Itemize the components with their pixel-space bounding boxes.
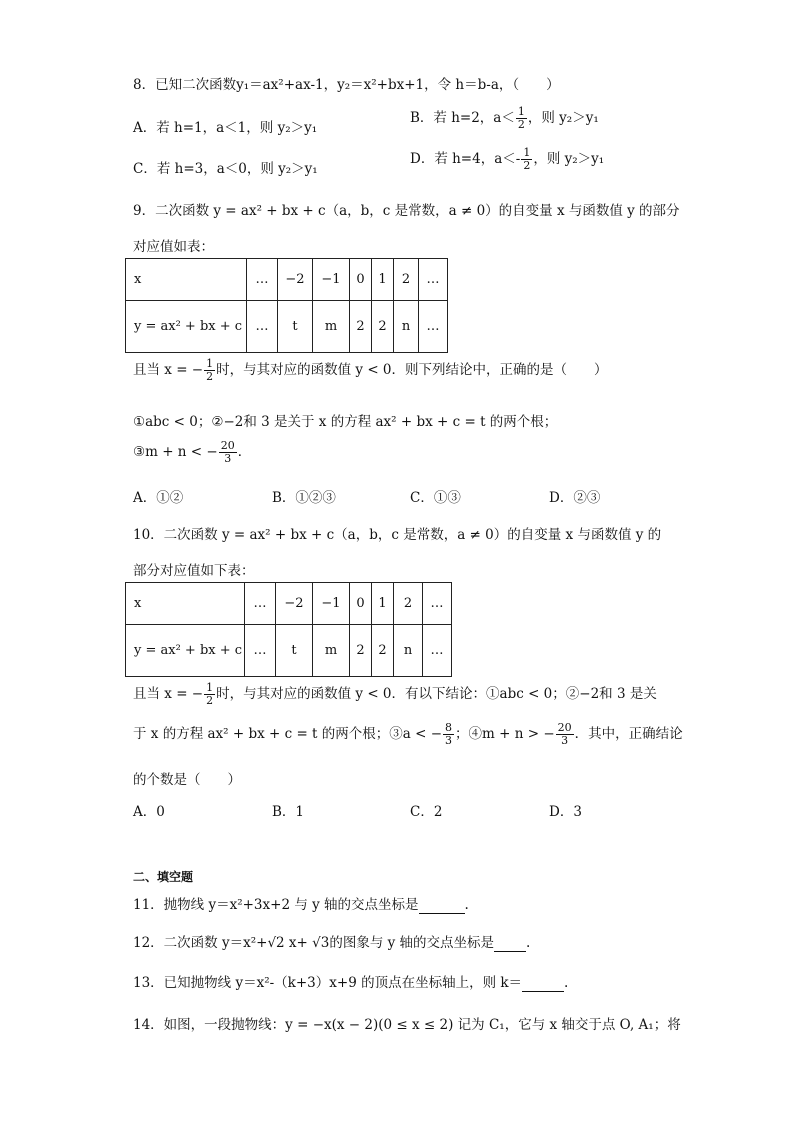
table-cell: y = ax² + bx + c <box>126 625 245 677</box>
q12-answer-blank[interactable] <box>494 935 526 952</box>
q9-statement-3 <box>133 440 251 465</box>
q13-end: . <box>564 975 569 991</box>
q9-cond-post: 时，与其对应的函数值 y < 0．则下列结论中，正确的是（ ） <box>216 362 608 378</box>
table-cell: m <box>313 301 350 353</box>
table-cell: y = ax² + bx + c <box>126 301 247 353</box>
q9-cond-pre: 且当 x = − <box>133 362 204 378</box>
table-cell: −2 <box>276 583 313 625</box>
q10-l2-pre: 于 x 的方程 ax² + bx + c = t 的两个根；③a < − <box>133 726 443 742</box>
table-row-y <box>126 625 452 677</box>
frac-den: 3 <box>561 734 569 747</box>
q11-answer-blank[interactable] <box>419 897 465 914</box>
q10-conclusions <box>133 722 683 747</box>
frac-den: 2 <box>206 694 214 707</box>
frac-den: 3 <box>445 734 453 747</box>
q8-option-d <box>410 147 604 172</box>
q10-option-d: D．3 <box>549 804 582 820</box>
q8-d-frac <box>521 147 532 172</box>
q13-answer-blank[interactable] <box>522 975 564 992</box>
table-cell: −1 <box>313 583 350 625</box>
frac-den: 3 <box>224 452 232 465</box>
q9-option-d: D．②③ <box>549 490 601 506</box>
q10-l2-post: ．其中，正确结论 <box>574 726 683 742</box>
q9-s3-frac <box>219 440 237 465</box>
frac-num: 20 <box>220 439 235 452</box>
q10-frac-20-3 <box>556 722 574 747</box>
q8-option-b <box>410 106 599 131</box>
q8-b-post: ，则 y₂＞y₁ <box>527 110 599 126</box>
q9-statements-12: ①abc < 0；②−2和 3 是关于 x 的方程 ax² + bx + c = t 的两个根； <box>133 414 558 430</box>
frac-num: 1 <box>517 105 525 118</box>
q8-d-pre: D．若 h=4，a＜- <box>410 151 521 167</box>
q8-func: y₁＝ax²+ax-1，y₂＝x²+bx+1，令 h＝b-a，（ ） <box>236 77 560 93</box>
table-cell: 2 <box>372 625 394 677</box>
q8-b-pre: B．若 h=2，a＜ <box>410 110 515 126</box>
q9-option-a: A．①② <box>133 490 184 506</box>
frac-num: 8 <box>445 721 453 734</box>
q13 <box>133 971 568 992</box>
q9-s3-pre: ③m + n < − <box>133 444 218 460</box>
table-cell: n <box>394 625 423 677</box>
q9-line1: 9．二次函数 y = ax² + bx + c（a，b，c 是常数，a ≠ 0）的自变量 x 与函数值 y 的部分 <box>133 203 680 219</box>
q10-l2-mid: ；④m + n > − <box>455 726 555 742</box>
q13-text: 13．已知抛物线 y＝x²-（k+3）x+9 的顶点在坐标轴上，则 k＝ <box>133 975 523 991</box>
q12-post: 的图象与 y 轴的交点坐标是 <box>329 935 495 951</box>
q10-cond-frac <box>204 682 215 707</box>
q10-condition <box>133 682 657 707</box>
table-cell: … <box>419 259 448 301</box>
q10-cond-post: 时，与其对应的函数值 y < 0．有以下结论：①abc < 0；②−2和 3 是关 <box>216 686 657 702</box>
table-cell: 2 <box>372 301 394 353</box>
q11-text: 11．抛物线 y＝x²+3x+2 与 y 轴的交点坐标是 <box>133 897 419 913</box>
table-row-x <box>126 259 448 301</box>
q12 <box>133 931 530 952</box>
q11-end: . <box>464 897 469 913</box>
frac-den: 2 <box>523 159 531 172</box>
frac-den: 2 <box>517 118 525 131</box>
table-row-y <box>126 301 448 353</box>
q12-pre: 12．二次函数 y＝x²+ <box>133 935 268 951</box>
frac-num: 1 <box>523 146 531 159</box>
q12-end: . <box>526 935 531 951</box>
q10-frac-8-3 <box>443 722 454 747</box>
table-cell: 2 <box>350 625 372 677</box>
q8-d-post: ，则 y₂＞y₁ <box>533 151 605 167</box>
table-cell: 2 <box>394 259 419 301</box>
table-cell: −1 <box>313 259 350 301</box>
table-cell: … <box>245 583 276 625</box>
q12-radicals: √2 x+ √3 <box>267 935 330 951</box>
frac-num: 20 <box>557 721 572 734</box>
q10-option-b: B．1 <box>272 804 305 820</box>
table-cell: t <box>276 625 313 677</box>
q8-stem <box>133 73 560 93</box>
q8-b-frac <box>516 106 527 131</box>
q10-line1: 10．二次函数 y = ax² + bx + c（a，b，c 是常数，a ≠ 0）的自变量 x 与函数值 y 的 <box>133 527 662 543</box>
table-cell: 1 <box>372 583 394 625</box>
section-heading-fill-blank: 二、填空题 <box>133 870 194 884</box>
table-cell: … <box>247 259 278 301</box>
q10-line3: 的个数是（ ） <box>133 772 241 788</box>
q8-option-a: A．若 h=1，a＜1，则 y₂＞y₁ <box>133 120 318 136</box>
table-cell: 2 <box>350 301 372 353</box>
frac-den: 2 <box>206 370 214 383</box>
q9-option-c: C．①③ <box>410 490 461 506</box>
q10-value-table <box>125 582 452 677</box>
q9-option-b: B．①②③ <box>272 490 336 506</box>
frac-num: 1 <box>206 357 214 370</box>
table-cell: 0 <box>350 259 372 301</box>
q9-s3-post: ． <box>237 444 252 460</box>
q9-value-table <box>125 258 448 353</box>
table-cell: m <box>313 625 350 677</box>
table-cell: t <box>278 301 313 353</box>
table-cell: … <box>247 301 278 353</box>
q9-cond-frac <box>204 358 215 383</box>
table-cell: 1 <box>372 259 394 301</box>
table-cell: 0 <box>350 583 372 625</box>
table-cell: x <box>126 583 245 625</box>
q14: 14．如图，一段抛物线：y = −x(x − 2)(0 ≤ x ≤ 2) 记为 C₁，它与 x 轴交于点 O, A₁；将 <box>133 1017 681 1033</box>
table-cell: n <box>394 301 419 353</box>
table-cell: … <box>423 625 452 677</box>
q10-line2: 部分对应值如下表： <box>133 563 255 579</box>
table-cell: −2 <box>278 259 313 301</box>
table-cell: … <box>423 583 452 625</box>
table-cell: x <box>126 259 247 301</box>
q9-condition <box>133 358 608 383</box>
q8-option-c: C．若 h=3，a＜0，则 y₂＞y₁ <box>133 161 318 177</box>
q10-option-a: A．0 <box>133 804 165 820</box>
q8-stem-text: 8．已知二次函数 <box>133 77 237 93</box>
q9-line2: 对应值如表： <box>133 239 214 255</box>
table-cell: 2 <box>394 583 423 625</box>
frac-num: 1 <box>206 681 214 694</box>
q10-option-c: C．2 <box>410 804 443 820</box>
table-cell: … <box>245 625 276 677</box>
q11 <box>133 893 469 914</box>
q10-cond-pre: 且当 x = − <box>133 686 204 702</box>
table-cell: … <box>419 301 448 353</box>
table-row-x <box>126 583 452 625</box>
